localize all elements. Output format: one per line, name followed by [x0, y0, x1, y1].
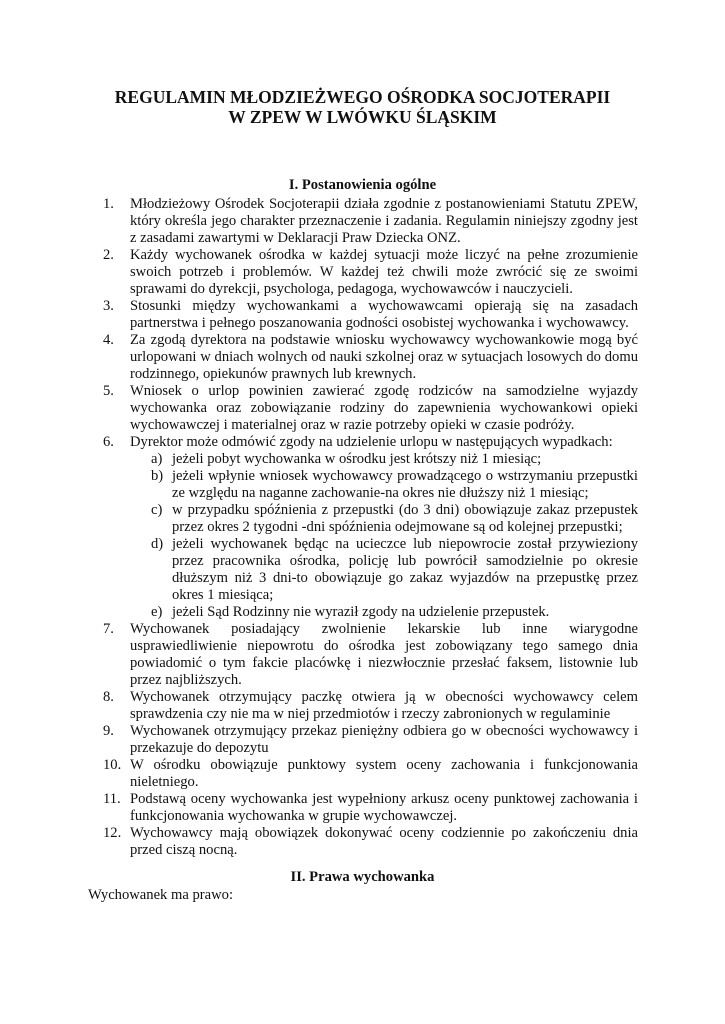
sub-item-letter: d) [151, 536, 164, 552]
list-item [103, 247, 638, 298]
list-item [103, 298, 638, 332]
sub-item-letter: a) [151, 451, 163, 467]
sub-item [151, 451, 638, 468]
item-number: 12. [103, 825, 122, 841]
sub-item [151, 502, 638, 536]
sub-item [151, 468, 638, 502]
sub-item-text: jeżeli pobyt wychowanka w ośrodku jest krótszy niż 1 miesiąc; [172, 451, 542, 467]
sub-item-text: w przypadku spóźnienia z przepustki (do 3 dni) obowiązuje zakaz przepustek przez okres 2 tygodni -dni spóźnienia odejmowane są od kolejnej przepustki; [172, 502, 638, 535]
item-number: 8. [103, 689, 114, 705]
sub-item [151, 604, 638, 621]
section-2-heading: II. Prawa wychowanka [290, 869, 435, 885]
item-text: W ośrodku obowiązuje punktowy system oceny zachowania i funkcjonowania nieletniego. [130, 757, 638, 790]
list-item [103, 621, 638, 689]
list-item [103, 757, 638, 791]
sub-item-letter: e) [151, 604, 163, 620]
sub-item-text: jeżeli Sąd Rodzinny nie wyraził zgody na udzielenie przepustek. [172, 604, 550, 620]
document-title [0, 87, 725, 127]
section-1-heading: I. Postanowienia ogólne [288, 177, 437, 193]
item-number: 10. [103, 757, 122, 773]
section-1-list [103, 196, 638, 859]
title-line-1: REGULAMIN MŁODZIEŻWEGO OŚRODKA SOCJOTERAPII [114, 87, 611, 107]
item-number: 9. [103, 723, 114, 739]
item-number: 11. [103, 791, 121, 807]
list-item [103, 332, 638, 383]
list-item [103, 791, 638, 825]
item-number: 6. [103, 434, 114, 450]
item-text: Stosunki między wychowankami a wychowawcami opierają się na zasadach partnerstwa i pełnego poszanowania godności osobistej wychowanka i wychowawcy. [130, 298, 638, 331]
list-item [103, 723, 638, 757]
sub-item-text: jeżeli wychowanek będąc na ucieczce lub niepowrocie został przywieziony przez pracownika ośrodka, policję lub powrócił samodzielnie po okresie dłuższym niż 3 dni-to obowiązuje go zakaz wyjazdów na przepustkę przez okres 1 miesiąca; [172, 536, 638, 603]
list-item [103, 825, 638, 859]
sub-item-text: jeżeli wpłynie wniosek wychowawcy prowadzącego o wstrzymaniu przepustki ze względu na naganne zachowanie-na okres nie dłuższy niż 1 miesiąc; [172, 468, 638, 501]
item-number: 1. [103, 196, 114, 212]
list-item [103, 196, 638, 247]
item-text: Wychowanek otrzymujący przekaz pieniężny odbiera go w obecności wychowawcy i przekazuje do depozytu [130, 723, 638, 756]
item-number: 3. [103, 298, 114, 314]
sub-item-letter: b) [151, 468, 164, 484]
item-text: Podstawą oceny wychowanka jest wypełniony arkusz oceny punktowej zachowania i funkcjonowania wychowanka w grupie wychowawczej. [130, 791, 638, 824]
list-item [103, 383, 638, 434]
item-text: Wniosek o urlop powinien zawierać zgodę rodziców na samodzielne wyjazdy wychowanka oraz zobowiązanie rodziny do zapewnienia wychowankowi opieki wychowawczej i materialnej oraz w razie potrzeby opieki w czasie podróży. [130, 383, 638, 433]
list-item [103, 689, 638, 723]
item-text: Wychowawcy mają obowiązek dokonywać oceny codziennie po zakończeniu dnia przed ciszą nocną. [130, 825, 638, 858]
item-number: 2. [103, 247, 114, 263]
item-text: Młodzieżowy Ośrodek Socjoterapii działa zgodnie z postanowieniami Statutu ZPEW, który określa jego charakter przeznaczenie i zadania. Regulamin niniejszy zgodny jest z zasadami zawartymi w Deklaracji Praw Dziecka ONZ. [130, 196, 638, 246]
section-2-intro: Wychowanek ma prawo: [88, 887, 234, 903]
item-text: Dyrektor może odmówić zgody na udzielenie urlopu w następujących wypadkach: [130, 434, 613, 450]
item-number: 5. [103, 383, 114, 399]
item-number: 4. [103, 332, 114, 348]
sub-item [151, 536, 638, 604]
item-text: Wychowanek otrzymujący paczkę otwiera ją w obecności wychowawcy celem sprawdzenia czy nie ma w niej przedmiotów i rzeczy zabronionych w regulaminie [130, 689, 638, 722]
item-text: Za zgodą dyrektora na podstawie wniosku wychowawcy wychowankowie mogą być urlopowani w dniach wolnych od nauki szkolnej oraz w sytuacjach losowych do domu rodzinnego, opiekunów prawnych lub krewnych. [130, 332, 638, 382]
sub-item-letter: c) [151, 502, 163, 518]
item-number: 7. [103, 621, 114, 637]
item-text: Każdy wychowanek ośrodka w każdej sytuacji może liczyć na pełne zrozumienie swoich potrzeb i problemów. W każdej też chwili może zwrócić się ze swoimi sprawami do dyrekcji, psychologa, pedagoga, wychowawców i nauczycieli. [130, 247, 638, 297]
list-item [103, 434, 638, 621]
title-line-2: W ZPEW W LWÓWKU ŚLĄSKIM [228, 107, 497, 127]
item-text: Wychowanek posiadający zwolnienie lekarskie lub inne wiarygodne usprawiedliwienie niepowrotu do ośrodka jest zobowiązany tego samego dnia powiadomić o tym fakcie placówkę i niezwłocznie przesłać faksem, listownie lub przez najbliższych. [130, 621, 638, 688]
